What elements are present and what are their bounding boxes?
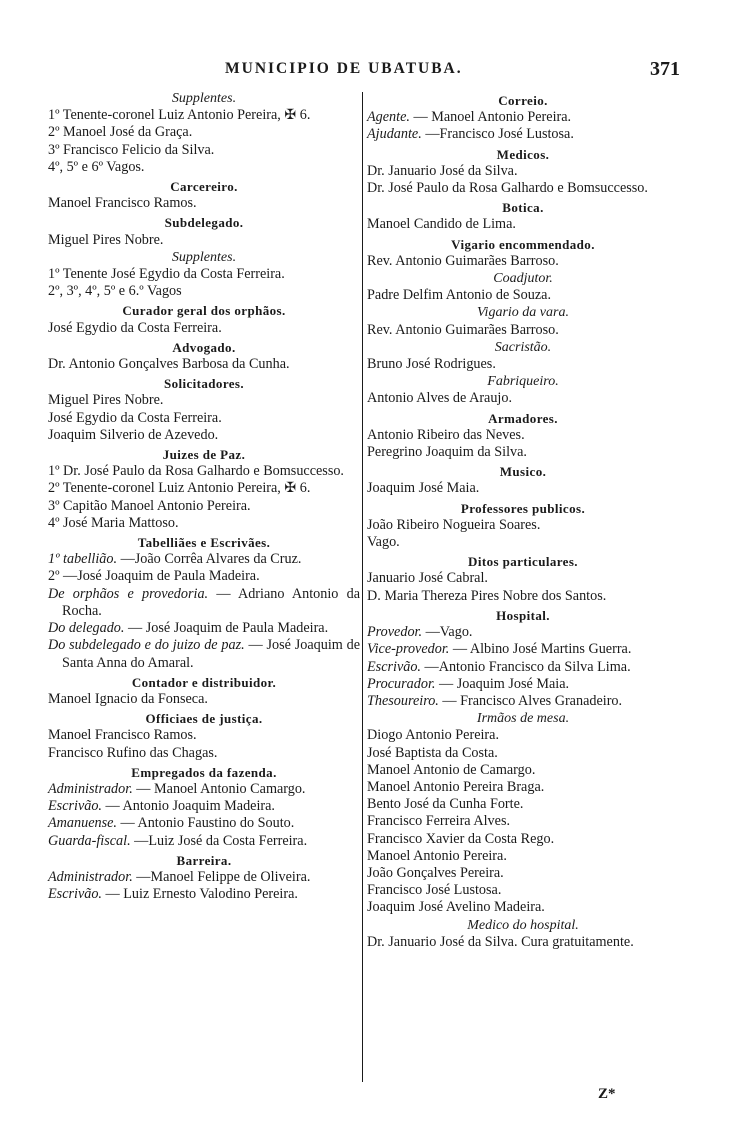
section-heading: Advogado. [172, 339, 236, 355]
labelled-entry [48, 586, 360, 620]
entry-label: 1º tabellião. [48, 551, 118, 568]
labelled-entry [367, 676, 679, 693]
list-item: Manoel Francisco Ramos. [48, 727, 197, 744]
section-heading: Empregados da fazenda. [131, 764, 277, 780]
list-item: Francisco José Lustosa. [367, 882, 502, 899]
labelled-entry [48, 551, 360, 568]
list-item: José Baptista da Costa. [367, 744, 498, 761]
section-heading: Botica. [502, 200, 544, 216]
list-item: Joaquim José Maia. [367, 480, 480, 497]
section-heading: Barreira. [176, 852, 232, 868]
list-item: José Egydio da Costa Ferreira. [48, 409, 222, 426]
entry-text: — Luiz Ernesto Valodino Pereira. [105, 886, 298, 903]
entry-text: — Albino José Martins Guerra. [452, 641, 632, 658]
section-heading: Correio. [498, 93, 548, 108]
section-heading: Medicos. [496, 146, 550, 162]
entry-label: Provedor. [367, 624, 423, 641]
list-item: Manoel Francisco Ramos. [48, 195, 197, 212]
subsection-heading: Sacristão. [494, 339, 552, 355]
section-heading: Contador e distribuidor. [131, 674, 277, 690]
list-item: 1º Tenente José Egydio da Costa Ferreira. [48, 266, 285, 283]
entry-text: —Antonio Francisco da Silva Lima. [424, 658, 631, 675]
list-item: 2º —José Joaquim de Paula Madeira. [48, 568, 260, 585]
entry-text: — Francisco Alves Granadeiro. [442, 692, 623, 709]
labelled-entry [367, 641, 679, 658]
list-item: Bento José da Cunha Forte. [367, 796, 524, 813]
entry-text: —Manoel Felippe de Oliveira. [136, 868, 311, 885]
subsection-heading: Irmãos de mesa. [476, 711, 570, 727]
subsection-heading: Medico do hospital. [467, 917, 579, 933]
list-item: Diogo Antonio Pereira. [367, 727, 500, 744]
section-heading: Vigario encommendado. [451, 236, 595, 252]
section-heading: Ditos particulares. [468, 554, 578, 570]
list-item: 2º, 3º, 4º, 5º e 6.º Vagos [48, 283, 182, 300]
section-heading: Officiaes de justiça. [145, 711, 263, 727]
list-item: Peregrino Joaquim da Silva. [367, 444, 527, 461]
labelled-entry [48, 886, 360, 903]
section-heading: Subdelegado. [164, 215, 244, 231]
list-item: 2º Manoel José da Graça. [48, 124, 193, 141]
column-rule [362, 92, 363, 1082]
entry-text: —João Corrêa Alvares da Cruz. [120, 551, 302, 568]
list-item: Antonio Ribeiro das Neves. [367, 426, 525, 443]
subsection-heading: Supplentes. [171, 91, 237, 106]
running-head [0, 58, 747, 84]
section-heading: Curador geral dos orphãos. [122, 303, 286, 319]
section-heading: Hospital. [496, 607, 550, 623]
labelled-entry [367, 109, 679, 126]
list-item: D. Maria Thereza Pires Nobre dos Santos. [367, 587, 607, 604]
entry-label: Vice-provedor. [367, 641, 450, 658]
entry-text: — José Joaquim de Paula Madeira. [128, 620, 329, 637]
entry-text: — Manoel Antonio Camargo. [136, 780, 306, 797]
list-item: 3º Capitão Manoel Antonio Pereira. [48, 497, 251, 514]
entry-text: — Adriano Antonio da Rocha. [62, 585, 361, 619]
entry-label: Escrivão. [48, 798, 102, 815]
entry-label: Do delegado. [48, 620, 125, 637]
subsection-heading: Supplentes. [171, 249, 237, 265]
signature-mark: Z* [598, 1086, 616, 1102]
entry-text: — Antonio Joaquim Madeira. [105, 798, 275, 815]
entry-label: Guarda-fiscal. [48, 832, 131, 849]
page-number: 371 [650, 58, 680, 80]
entry-text: —Francisco José Lustosa. [425, 126, 574, 143]
section-heading: Armadores. [488, 410, 558, 426]
entry-label: Ajudante. [367, 126, 422, 143]
labelled-entry [48, 869, 360, 886]
list-item: Rev. Antonio Guimarães Barroso. [367, 321, 559, 338]
entry-label: Agente. [367, 109, 410, 126]
entry-text: — Manoel Antonio Pereira. [413, 109, 572, 126]
entry-text: — José Joaquim de Santa Anna do Amaral. [62, 637, 360, 671]
list-item: João Ribeiro Nogueira Soares. [367, 516, 541, 533]
list-item: Bruno José Rodrigues. [367, 356, 496, 373]
list-item: Francisco Xavier da Costa Rego. [367, 830, 555, 847]
list-item: Manoel Candido de Lima. [367, 216, 516, 233]
list-item: 1º Dr. José Paulo da Rosa Galhardo e Bomsuccesso. [48, 463, 344, 480]
list-item: Vago. [367, 534, 400, 551]
entry-label: Escrivão. [367, 658, 421, 675]
entry-label: Amanuense. [48, 815, 117, 832]
labelled-entry [48, 620, 360, 637]
labelled-entry [48, 637, 360, 671]
list-item: Dr. Januario José da Silva. [367, 162, 518, 179]
section-heading: Juizes de Paz. [162, 447, 246, 463]
list-item: Dr. José Paulo da Rosa Galhardo e Bomsuccesso. [367, 180, 648, 197]
section-heading: Professores publicos. [460, 500, 586, 516]
entry-label: Procurador. [367, 675, 436, 692]
list-item: José Egydio da Costa Ferreira. [48, 319, 222, 336]
list-item: Joaquim Silverio de Azevedo. [48, 426, 219, 443]
entry-label: Administrador. [48, 868, 133, 885]
list-item: Padre Delfim Antonio de Souza. [367, 287, 552, 304]
list-item: Manoel Antonio Pereira. [367, 847, 507, 864]
entry-text: — Joaquim José Maia. [439, 675, 570, 692]
list-item: 4º, 5º e 6º Vagos. [48, 158, 145, 175]
list-item: Joaquim José Avelino Madeira. [367, 899, 545, 916]
list-item: Manoel Antonio Pereira Braga. [367, 778, 545, 795]
subsection-heading: Vigario da vara. [477, 305, 569, 321]
labelled-entry [48, 798, 360, 815]
list-item: Miguel Pires Nobre. [48, 231, 164, 248]
entry-label: Escrivão. [48, 886, 102, 903]
entry-text: — Antonio Faustino do Souto. [120, 815, 295, 832]
labelled-entry [367, 659, 679, 676]
list-item: Rev. Antonio Guimarães Barroso. [367, 252, 559, 269]
list-item: Antonio Alves de Araujo. [367, 390, 513, 407]
right-column [367, 90, 679, 951]
list-item: Francisco Ferreira Alves. [367, 813, 511, 830]
list-item: Manoel Antonio de Camargo. [367, 761, 536, 778]
entry-text: —Luiz José da Costa Ferreira. [134, 832, 308, 849]
labelled-entry [48, 781, 360, 798]
labelled-entry [367, 693, 679, 710]
entry-label: De orphãos e provedoria. [48, 585, 209, 602]
list-item: Dr. Antonio Gonçalves Barbosa da Cunha. [48, 356, 290, 373]
section-heading: Solicitadores. [163, 376, 245, 392]
section-heading: Carcereiro. [170, 179, 238, 195]
entry-text: —Vago. [425, 624, 473, 641]
labelled-entry [48, 833, 360, 850]
list-item: 2º Tenente-coronel Luiz Antonio Pereira, ✠ 6. [48, 480, 311, 497]
list-item: 3º Francisco Felicio da Silva. [48, 141, 215, 158]
list-item: Dr. Januario José da Silva. Cura gratuitamente. [367, 933, 634, 950]
entry-label: Thesoureiro. [367, 692, 439, 709]
labelled-entry [48, 815, 360, 832]
section-heading: Musico. [499, 464, 547, 480]
subsection-heading: Fabriqueiro. [487, 374, 559, 390]
list-item: João Gonçalves Pereira. [367, 864, 504, 881]
left-column [48, 90, 360, 903]
labelled-entry [367, 126, 679, 143]
list-item: Manoel Ignacio da Fonseca. [48, 690, 208, 707]
list-item: Miguel Pires Nobre. [48, 392, 164, 409]
list-item: 1º Tenente-coronel Luiz Antonio Pereira, ✠ 6. [48, 107, 311, 124]
entry-label: Do subdelegado e do juizo de paz. [48, 637, 245, 654]
labelled-entry [367, 624, 679, 641]
section-heading: Tabelliães e Escrivães. [137, 535, 271, 551]
list-item: Januario José Cabral. [367, 570, 488, 587]
list-item: Francisco Rufino das Chagas. [48, 744, 218, 761]
subsection-heading: Coadjutor. [493, 271, 553, 287]
list-item: 4º José Maria Mattoso. [48, 514, 179, 531]
entry-label: Administrador. [48, 780, 133, 797]
running-head-title: MUNICIPIO DE UBATUBA. [225, 60, 463, 77]
